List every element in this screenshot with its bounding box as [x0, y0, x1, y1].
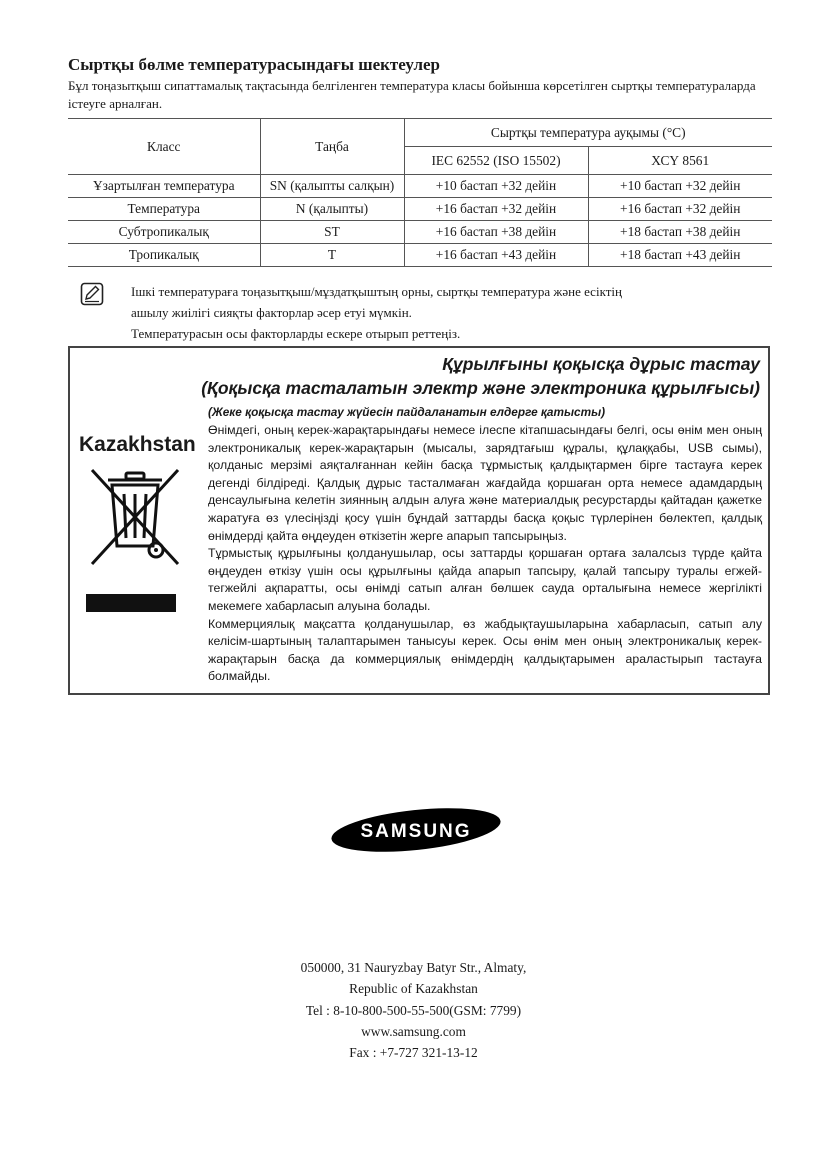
address-line: 050000, 31 Nauryzbay Batyr Str., Almaty, — [300, 960, 527, 975]
cell-range-iec: +16 бастап +38 дейін — [404, 221, 588, 244]
fax-line: Fax : +7-727 321-13-12 — [349, 1045, 478, 1061]
header-temperature-range: Сыртқы температура ауқымы (°C) — [404, 119, 772, 147]
note-line: Ішкі температураға тоңазытқыш/мұздатқыштың орны, сыртқы температура және есіктің — [131, 284, 622, 299]
disposal-subtitle: (Қоқысқа тасталатын электр және электроника құрылғысы) — [201, 378, 760, 398]
intro-paragraph: Бұл тоңазытқыш сипаттамалық тақтасында белгіленген температура класы бойынша көрсетілген сыртқы температураларда істеуге арналған. — [68, 78, 756, 111]
cell-range-xcy: +10 бастап +32 дейін — [588, 175, 772, 198]
cell-range-iec: +16 бастап +32 дейін — [404, 198, 588, 221]
cell-mark: ST — [260, 221, 404, 244]
cell-range-xcy: +18 бастап +43 дейін — [588, 244, 772, 267]
section-title: Сыртқы бөлме температурасындағы шектеулер — [68, 55, 441, 74]
disposal-applicability: (Жеке қоқысқа тастау жүйесін пайдаланатын елдерге қатысты) — [208, 405, 606, 419]
disposal-paragraph: Коммерциялық мақсатта қолданушылар, өз жабдықтаушыларына хабарласып, сатып алу келісім-шартының талаптарымен танысуы керек. Осы өнім мен оның электроникалық керек-жарақтарын басқа да коммерциялық өнімдердің қалдықтарымен араластырып тастауға болмайды. — [208, 616, 762, 684]
disposal-body — [208, 422, 762, 686]
disposal-paragraph: Өнімдегі, оның керек-жарақтарындағы немесе ілеспе кітапшасындағы белгі, осы өнім мен оның электроникалық керек-жарақтарын (мысалы, зарядтағыш құралы, құлаққабы, USB сымы), қолданыс мерзімі аяқталғаннан кейін басқа тұрмыстық қалдықтармен бірге тастауға керек дегенді білдіреді. Қалдық дұрыс тасталмаған жағдайда қоршаған орта немесе адамдардың денсаулығына келетін зиянның алдын алуға және материалдық ресурстарды қайтадан қажетке жаратуға өз үлесіңізді қосу үшін бұндай заттарды басқа қоқыс түрлерінен бөлектеп, қалдық өнімдерді қайта өңдеуден өткізетін жерге апарып тапсырыңыз. — [208, 423, 762, 543]
climate-class-table — [68, 118, 772, 267]
cell-class: Тропикалық — [68, 244, 260, 267]
table-row — [68, 221, 772, 244]
header-mark: Таңба — [260, 119, 404, 175]
website-line: www.samsung.com — [361, 1023, 466, 1039]
disposal-title: Құрылғыны қоқысқа дұрыс тастау — [442, 354, 760, 374]
address-block — [0, 957, 827, 1063]
table-row — [68, 244, 772, 267]
cell-class: Температура — [68, 198, 260, 221]
date-marking-bar — [86, 594, 176, 612]
cell-range-iec: +10 бастап +32 дейін — [404, 175, 588, 198]
samsung-logo — [330, 808, 502, 852]
table-row — [68, 198, 772, 221]
note-line: ашылу жиілігі сияқты факторлар әсер етуі мүмкін. — [131, 305, 412, 320]
cell-class: Ұзартылған температура — [68, 175, 260, 198]
cell-mark: T — [260, 244, 404, 267]
samsung-logo-text: SAMSUNG — [360, 821, 472, 842]
table-row — [68, 175, 772, 198]
cell-mark: N (қалыпты) — [260, 198, 404, 221]
header-class: Класс — [68, 119, 260, 175]
note-pencil-icon — [80, 282, 104, 306]
header-standard-iec: IEC 62552 (ISO 15502) — [404, 147, 588, 175]
header-standard-xcy: ХСҮ 8561 — [588, 147, 772, 175]
disposal-paragraph: Тұрмыстық құрылғыны қолданушылар, осы заттарды қоршаған ортаға залалсыз түрде қайта өңдеуден өткізу үшін осы құрылғыны қайда апарып тапсыру, қалай тапсыру туралы егжей-тегжейлі ақпаратты, осы өнімді сатып алған бөлшек сауда орталығына немесе жергілікті мекемеге хабарласып алуына болады. — [208, 546, 762, 613]
note-line: Температурасын осы факторларды ескере отырып реттеңіз. — [131, 326, 461, 341]
address-line: Republic of Kazakhstan — [349, 981, 478, 997]
weee-disposal-box — [68, 346, 770, 695]
crossed-out-wheelie-bin-icon — [82, 466, 188, 568]
phone-line: Tel : 8-10-800-500-55-500(GSM: 7799) — [305, 1002, 522, 1018]
country-label: Kazakhstan — [79, 433, 196, 456]
cell-class: Субтропикалық — [68, 221, 260, 244]
cell-mark: SN (қалыпты салқын) — [260, 175, 404, 198]
cell-range-xcy: +18 бастап +38 дейін — [588, 221, 772, 244]
cell-range-iec: +16 бастап +43 дейін — [404, 244, 588, 267]
cell-range-xcy: +16 бастап +32 дейін — [588, 198, 772, 221]
